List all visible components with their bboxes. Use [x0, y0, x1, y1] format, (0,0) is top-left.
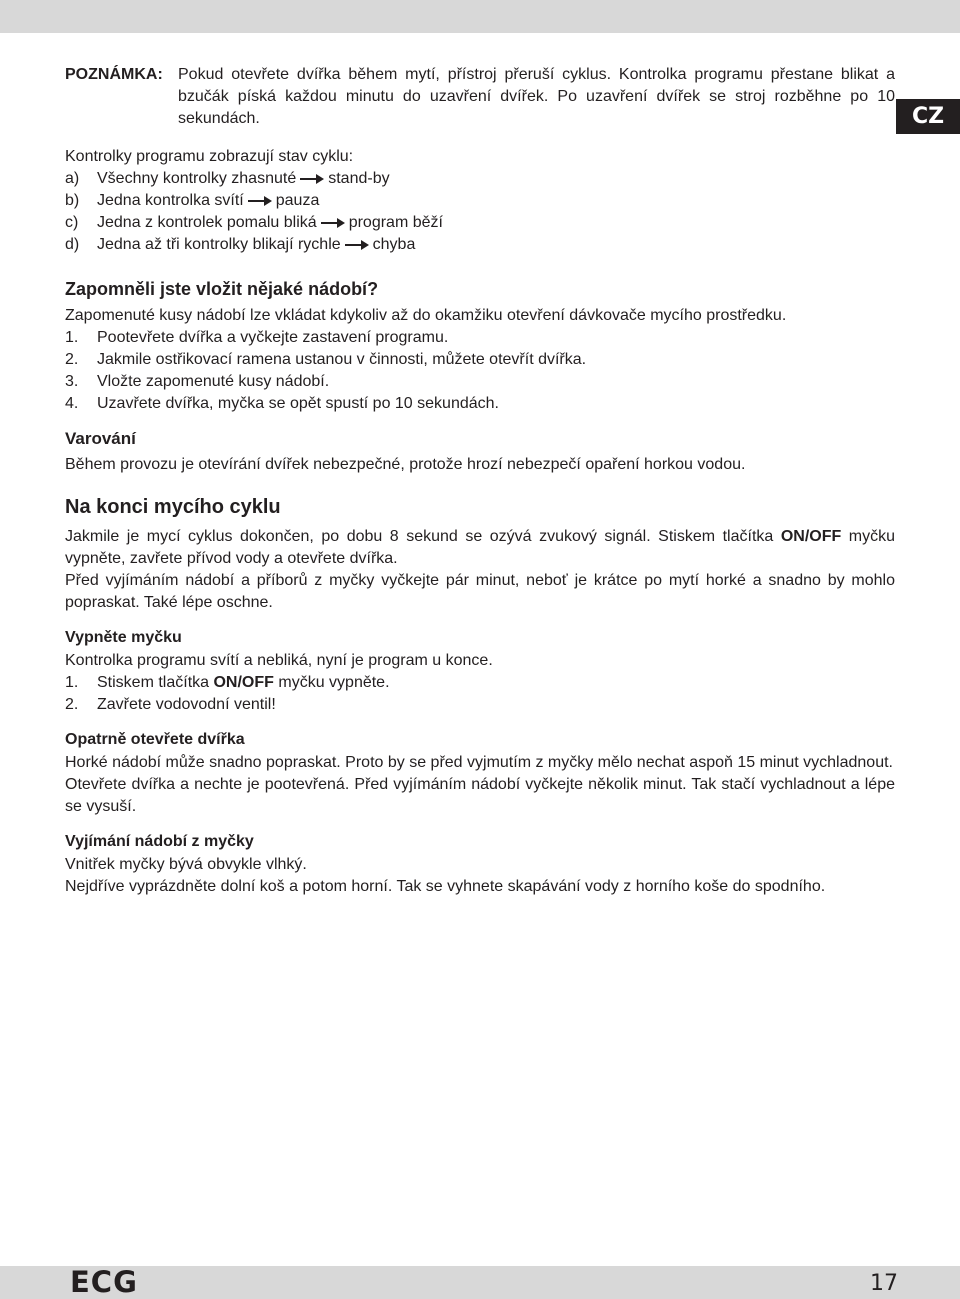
unloading-paragraph-2: Nejdříve vyprázdněte dolní koš a potom horní. Tak se vyhnete skapávání vody z horního koše do spodního. — [65, 878, 826, 895]
turn-off-heading: Vypněte myčku — [65, 629, 182, 646]
indicator-item — [65, 234, 895, 256]
unloading-paragraph-1: Vnitřek myčky bývá obvykle vlhký. — [65, 856, 307, 873]
indicator-result: program běží — [348, 214, 443, 231]
note-text: Pokud otevřete dvířka během mytí, přístroj přeruší cyklus. Kontrolka programu přestane blikat a bzučák píská každou minutu do uzavření dvířek. Po uzavření dvířek se stroj rozběhne po 10 sekundách. — [178, 66, 895, 127]
forgotten-intro: Zapomenuté kusy nádobí lze vkládat kdykoliv až do okamžiku otevření dávkovače mycího prostředku. — [65, 307, 787, 324]
indicator-item — [65, 168, 895, 190]
step-number: 3. — [65, 373, 79, 390]
careful-heading: Opatrně otevřete dvířka — [65, 731, 245, 748]
note-label: POZNÁMKA: — [65, 66, 163, 83]
on-off-label: ON/OFF — [780, 528, 842, 545]
step-text: Pootevřete dvířka a vyčkejte zastavení programu. — [97, 329, 449, 346]
careful-paragraph-2: Otevřete dvířka a nechte je pootevřená. Před vyjímáním nádobí vyčkejte několik minut. Tak stačí vychladnout a lépe se vysuší. — [65, 776, 895, 815]
footer-band — [0, 1266, 960, 1299]
step-text: Uzavřete dvířka, myčka se opět spustí po 10 sekundách. — [97, 395, 499, 412]
warning-text: Během provozu je otevírání dvířek nebezpečné, protože hrozí nebezpečí opaření horkou vodou. — [65, 456, 746, 473]
indicator-letter: c) — [65, 214, 79, 231]
indicator-letter: a) — [65, 170, 80, 187]
indicator-text: Všechny kontrolky zhasnuté — [97, 170, 297, 187]
step-number: 1. — [65, 674, 79, 691]
forgotten-step — [65, 349, 895, 371]
arrow-right-icon — [319, 218, 347, 228]
forgotten-step — [65, 393, 895, 415]
indicator-result: pauza — [275, 192, 320, 209]
indicators-intro: Kontrolky programu zobrazují stav cyklu: — [65, 148, 354, 165]
warning-heading: Varování — [65, 429, 136, 448]
text-span: Stiskem tlačítka — [97, 674, 214, 691]
end-cycle-paragraph-1 — [65, 526, 895, 570]
page-content — [65, 64, 895, 898]
end-cycle-heading: Na konci mycího cyklu — [65, 496, 281, 518]
text-span: myčku vypněte. — [273, 674, 390, 691]
page-number: 17 — [870, 1271, 898, 1296]
indicator-item — [65, 190, 895, 212]
step-text: Vložte zapomenuté kusy nádobí. — [97, 373, 330, 390]
arrow-right-icon — [246, 196, 274, 206]
indicator-result: chyba — [372, 236, 416, 253]
careful-paragraph-1: Horké nádobí může snadno popraskat. Proto by se před vyjmutím z myčky mělo nechat aspoň 15 minut vychladnout. — [65, 754, 893, 771]
ecg-logo: ECG — [70, 1265, 138, 1299]
unloading-heading: Vyjímání nádobí z myčky — [65, 833, 254, 850]
indicator-letter: d) — [65, 236, 80, 253]
language-tab: CZ — [896, 99, 960, 134]
note-block — [65, 64, 895, 130]
forgotten-heading: Zapomněli jste vložit nějaké nádobí? — [65, 279, 379, 299]
turn-off-text: Kontrolka programu svítí a nebliká, nyní je program u konce. — [65, 652, 493, 669]
indicator-text: Jedna kontrolka svítí — [97, 192, 244, 209]
header-band — [0, 0, 960, 33]
step-text: Zavřete vodovodní ventil! — [97, 696, 276, 713]
arrow-right-icon — [298, 174, 326, 184]
step-number: 2. — [65, 696, 79, 713]
indicator-letter: b) — [65, 192, 80, 209]
step-text: Jakmile ostřikovací ramena ustanou v činnosti, můžete otevřít dvířka. — [97, 351, 587, 368]
end-cycle-paragraph-2: Před vyjímáním nádobí a příborů z myčky vyčkejte pár minut, neboť je krátce po mytí horké a snadno by mohlo popraskat. Také lépe oschne. — [65, 572, 895, 611]
on-off-label: ON/OFF — [213, 674, 274, 691]
indicator-list — [65, 168, 895, 256]
forgotten-step — [65, 371, 895, 393]
arrow-right-icon — [343, 240, 371, 250]
text-span: Jakmile je mycí cyklus dokončen, po dobu 8 sekund se ozývá zvukový signál. Stiskem tlačítka — [65, 528, 781, 545]
indicator-item — [65, 212, 895, 234]
indicator-result: stand-by — [328, 170, 390, 187]
turn-off-step — [65, 694, 895, 716]
indicator-text: Jedna až tři kontrolky blikají rychle — [97, 236, 341, 253]
turn-off-step — [65, 672, 895, 694]
forgotten-step — [65, 327, 895, 349]
step-number: 4. — [65, 395, 79, 412]
step-number: 2. — [65, 351, 79, 368]
indicator-text: Jedna z kontrolek pomalu bliká — [97, 214, 317, 231]
step-number: 1. — [65, 329, 79, 346]
text-span: myčku vypněte, zavřete přívod vody a otevřete dvířka. — [65, 528, 895, 567]
